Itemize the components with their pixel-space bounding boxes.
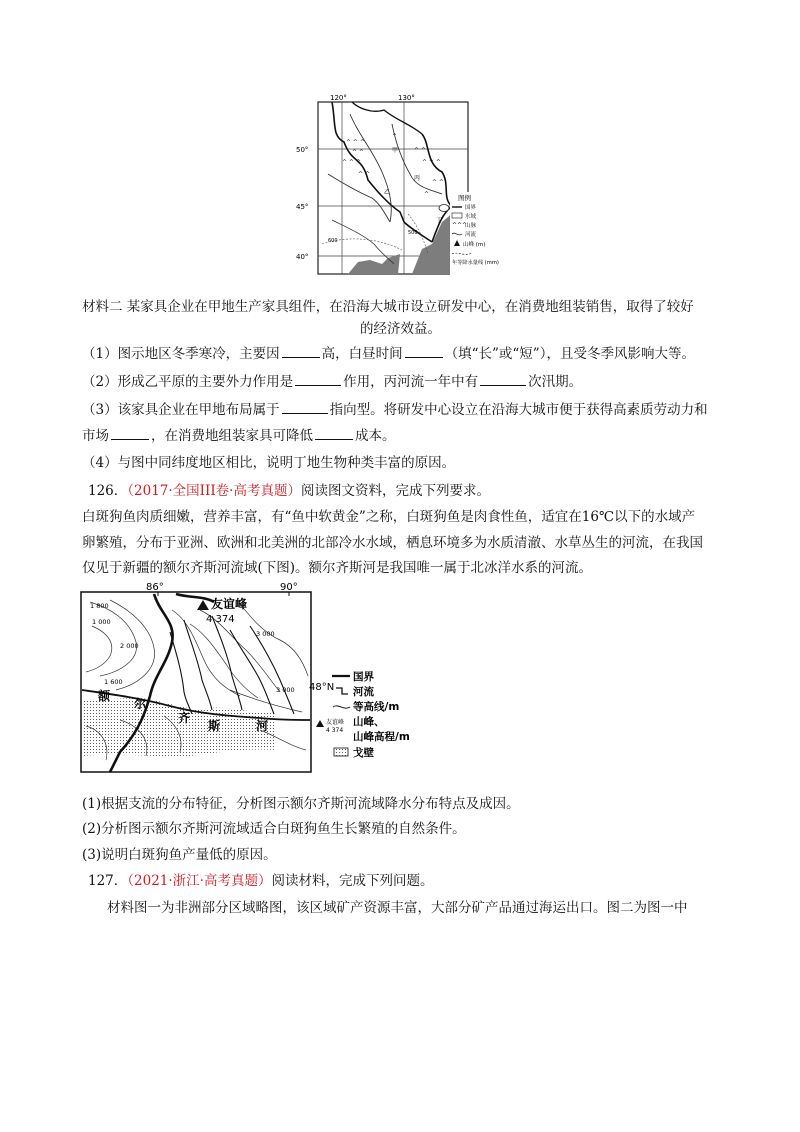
q2-blank-1[interactable]	[295, 373, 341, 386]
map2-legend-peak: 山峰、	[353, 716, 385, 728]
q126-instruction: 阅读图文资料，完成下列要求。	[300, 483, 490, 499]
svg-text:^^^: ^^^	[452, 222, 468, 229]
map2-peak-name: 友谊峰	[211, 597, 248, 611]
map-1-figure	[292, 94, 512, 280]
question-3-line-1	[82, 400, 708, 420]
q3-blank-2[interactable]	[111, 427, 149, 440]
q127-source: （2021·浙江·高考真题）	[127, 873, 272, 889]
map1-legend-peak: 山峰 (m)	[463, 242, 486, 248]
svg-text:^: ^	[424, 191, 430, 198]
map1-legend-river: 河流	[465, 232, 477, 238]
map2-legend-peak-height: 4 374	[326, 727, 344, 734]
map2-legend-gobi: 戈壁	[353, 747, 374, 759]
map2-river-char-4: 斯	[208, 719, 221, 733]
map2-river-char-1: 额	[98, 689, 111, 703]
q127-number: 127．	[88, 873, 128, 889]
q3-part-a: （3）该家具企业在甲地布局属于	[82, 402, 280, 418]
p127-line-1: 材料图一为非洲部分区域略图，该区域矿产资源丰富，大部分矿产品通过海运出口。图二为图一中	[107, 900, 688, 916]
q2-part-b: 作用，丙河流一年中有	[343, 374, 479, 390]
map2-legend-contour: 等高线/m	[353, 701, 400, 713]
q2-part-c: 次汛期。	[528, 374, 583, 390]
map1-legend-mountains: 山脉	[465, 223, 477, 229]
map2-river-char-3: 齐	[178, 711, 191, 725]
map2-peak-height: 4 374	[206, 614, 235, 625]
map1-contour-600: 600	[328, 238, 338, 244]
map2-lon-90: 90°	[280, 582, 298, 593]
map1-legend-title: 图例	[458, 194, 471, 202]
map1-region-yi: 乙	[384, 189, 391, 196]
q2-blank-2[interactable]	[480, 373, 526, 386]
q1-blank-1[interactable]	[282, 345, 320, 358]
p126-line-1: 白斑狗鱼肉质细嫩，营养丰富，有“鱼中软黄金”之称，白斑狗鱼是肉食性鱼，适宜在16℃以下的水域产	[82, 509, 696, 525]
map1-lon-120: 120°	[330, 94, 347, 102]
q126-sub-2: (2)分析图示额尔齐斯河流域适合白斑狗鱼生长繁殖的自然条件。	[82, 821, 466, 837]
q2-part-a: （2）形成乙平原的主要外力作用是	[82, 374, 294, 390]
q3-blank-3[interactable]	[315, 427, 353, 440]
question-1	[82, 344, 695, 364]
q126-number: 126．	[88, 483, 128, 499]
q1-blank-2[interactable]	[405, 345, 443, 358]
svg-text:^ ^: ^ ^	[358, 171, 370, 178]
q127-instruction: 阅读材料，完成下列问题。	[271, 873, 434, 889]
map2-legend-border: 国界	[353, 671, 374, 683]
map2-legend-peak-elevation: 山峰高程/m	[353, 731, 410, 743]
map2-contour-1800: 1 800	[90, 602, 109, 610]
map2-contour-3000-b: 3 000	[276, 686, 295, 694]
svg-text:^: ^	[392, 133, 398, 140]
material-2-line-1: 材料二 某家具企业在甲地生产家具组件，在沿海大城市设立研发中心，在消费地组装销售，取得了较好	[82, 299, 694, 315]
map1-lat-50: 50°	[296, 146, 309, 154]
q3-part-d: ，在消费地组装家具可降低	[151, 428, 313, 444]
svg-text:^ ^: ^ ^	[432, 179, 444, 186]
q126-source: （2017·全国III卷·高考真题）	[127, 483, 301, 499]
q126-sub-1: (1)根据支流的分布特征，分析图示额尔齐斯河流域降水分布特点及成因。	[82, 796, 520, 812]
map2-contour-1000: 1 000	[92, 618, 111, 626]
material-2-line-2: 的经济效益。	[360, 321, 441, 337]
question-2	[82, 372, 582, 392]
p126-line-2: 卵繁殖，分布于亚洲、欧洲和北美洲的北部冷水水域，栖息环境多为水质清澈、水草丛生的河流，在我国	[82, 535, 703, 551]
map1-region-bing: 丙	[414, 175, 421, 182]
map1-legend-isohyet: 年等降水量线 (mm)	[452, 260, 499, 266]
q3-part-b: 指向型。将研发中心设立在沿海大城市便于获得高素质劳动力和	[329, 402, 708, 418]
map1-region-jia: 甲	[392, 147, 399, 154]
q3-part-c: 市场	[82, 428, 109, 444]
q1-part-c: （填“长”或“短”），且受冬季风影响大等。	[444, 346, 695, 362]
map2-legend-river: 河流	[353, 686, 374, 698]
map2-river-char-2: 尔	[134, 697, 147, 711]
map-2-figure	[80, 580, 432, 776]
svg-text:^ ^ ^: ^ ^ ^	[342, 159, 361, 166]
map1-lat-40: 40°	[296, 253, 309, 261]
svg-text:^ ^: ^ ^	[414, 147, 426, 154]
q3-blank-1[interactable]	[282, 401, 328, 414]
question-126-header	[82, 481, 490, 501]
svg-text:^ ^ ^: ^ ^ ^	[346, 139, 365, 146]
map1-lon-130: 130°	[398, 94, 415, 102]
q3-part-e: 成本。	[355, 428, 396, 444]
map1-region-ding: 丁	[436, 217, 443, 224]
q126-sub-3: (3)说明白斑狗鱼产量低的原因。	[82, 847, 277, 863]
map1-lat-45: 45°	[296, 203, 309, 211]
svg-text:^ ^ ^: ^ ^ ^	[422, 159, 441, 166]
question-4: （4）与图中同纬度地区相比，说明丁地生物种类丰富的原因。	[82, 455, 456, 471]
map1-legend-border: 国界	[465, 205, 477, 211]
map2-lat-48: 48°N	[309, 682, 335, 693]
svg-text:^ ^: ^ ^	[352, 149, 364, 156]
map1-contour-500: 500	[408, 230, 418, 236]
map2-river-char-5: 河	[256, 719, 269, 733]
map2-contour-1600: 1 600	[104, 678, 123, 686]
q1-part-b: 高，白昼时间	[321, 346, 403, 362]
question-3-line-2	[82, 426, 396, 446]
p126-line-3: 仅见于新疆的额尔齐斯河流域(下图)。额尔齐斯河是我国唯一属于北冰洋水系的河流。	[82, 560, 593, 576]
map2-contour-2000: 2 000	[120, 642, 139, 650]
map2-contour-3000-a: 3 000	[256, 630, 275, 638]
map2-legend-peak-name: 友谊峰	[326, 719, 345, 726]
map1-legend-water: 水域	[465, 214, 477, 220]
q1-part-a: （1）图示地区冬季寒冷，主要因	[82, 346, 280, 362]
question-127-header	[82, 871, 433, 891]
map2-lon-86: 86°	[146, 582, 164, 593]
